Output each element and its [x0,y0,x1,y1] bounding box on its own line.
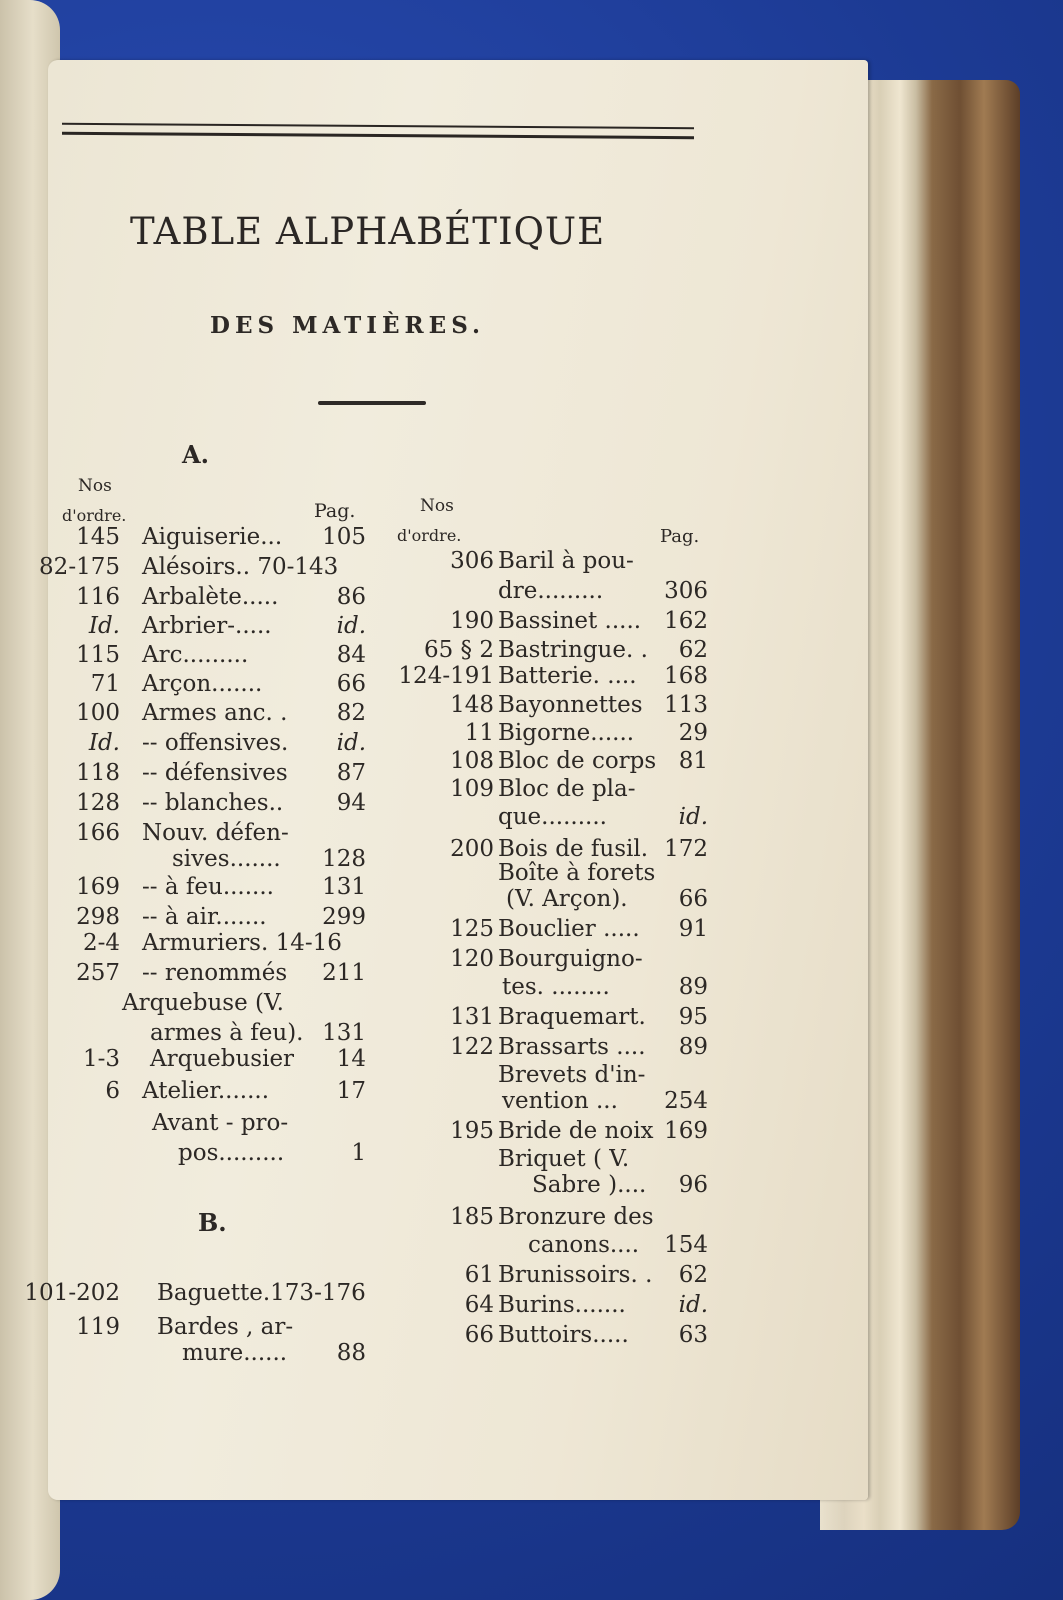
right-page-number: 113 [664,692,708,718]
left-page-number: 94 [336,790,366,816]
right-page-number: 154 [664,1232,708,1258]
left-entry-label: Avant - pro- [152,1110,289,1136]
left-entry-label: -- défensives [142,760,288,786]
right-page-number: id. [678,804,708,830]
left-page-number: 131 [322,874,366,900]
left-order-number: 100 [76,700,120,726]
left-entry-label: Aiguiserie... [142,524,283,550]
right-entry-label: Brassarts .... [498,1034,646,1060]
right-order-number: 122 [450,1034,494,1060]
right-entry-label: Bourguigno- [498,946,643,972]
left-page-number: 211 [322,960,366,986]
left-entry-label: -- renommés [142,960,288,986]
left-entry-label: Arquebuse (V. [122,990,284,1016]
right-order-number: 148 [450,692,494,718]
left-entry-label: Atelier....... [142,1078,270,1104]
right-order-number: 108 [450,748,494,774]
right-entry-label: Bassinet ..... [498,608,642,634]
left-order-number: 298 [76,904,120,930]
right-page-number: 172 [664,836,708,862]
left-page-number: 17 [336,1078,366,1104]
left-order-number: 6 [105,1078,120,1104]
left-page-number: 84 [336,642,366,668]
right-entry-label: que......... [498,804,607,830]
right-entry-label: Bayonnettes [498,692,643,718]
right-entry-label: Burins....... [498,1292,626,1318]
right-page-number: 306 [664,578,708,604]
left-entry-label: Alésoirs.. 70-143 [142,554,339,580]
right-entry-label: Bloc de pla- [498,776,636,802]
left-page-number: 14 [336,1046,366,1072]
right-order-number: 64 [464,1292,494,1318]
right-entry-label: Bastringue. . [498,637,648,663]
left-order-number: Id. [88,613,120,639]
right-entry-label: Buttoirs..... [498,1322,629,1348]
left-order-number: 1-3 [82,1046,120,1072]
page-title: TABLE ALPHABÉTIQUE [130,210,606,253]
left-page-number: 1 [351,1140,366,1166]
right-entry-label: canons.... [528,1232,640,1258]
right-entry-label: dre......... [498,578,604,604]
section-letter-b: B. [198,1208,227,1237]
right-page-number: 62 [678,1262,708,1288]
right-entry-label: Bigorne...... [498,720,635,746]
section-letter-a: A. [182,440,209,469]
left-page-number: id. [336,730,366,756]
right-order-number: 61 [464,1262,494,1288]
right-order-number: 65 § 2 [423,637,494,663]
left-entry-label: -- offensives. [142,730,289,756]
left-entry-label: Arbrier-..... [142,613,272,639]
left-order-number: 145 [76,524,120,550]
left-entry-label: Arçon....... [142,671,263,697]
left-page-number: 128 [322,846,366,872]
right-page-number: 254 [664,1088,708,1114]
left-order-number: 119 [76,1314,120,1340]
header-pag-right: Pag. [660,526,700,547]
left-order-number: 257 [76,960,120,986]
left-order-number: 115 [76,642,120,668]
left-order-number: Id. [88,730,120,756]
left-entry-label: Bardes , ar- [157,1314,294,1340]
left-order-number: 2-4 [82,930,120,956]
left-page-number: 66 [336,671,366,697]
left-entry-label: Armuriers. 14-16 [142,930,342,956]
right-order-number: 120 [450,946,494,972]
left-order-number: 169 [76,874,120,900]
left-page-number: 86 [336,584,366,610]
left-order-number: 128 [76,790,120,816]
right-entry-label: (V. Arçon). [506,886,628,912]
left-entry-label: -- à air....... [142,904,267,930]
right-order-number: 131 [450,1004,494,1030]
left-order-number: 71 [90,671,120,697]
right-page-number: 29 [678,720,708,746]
left-entry-label: armes à feu). [150,1020,304,1046]
left-order-number: 166 [76,820,120,846]
left-page-number: 131 [322,1020,366,1046]
left-order-number: 116 [76,584,120,610]
right-page-number: id. [678,1292,708,1318]
right-page-number: 96 [678,1172,708,1198]
left-page-number: 87 [336,760,366,786]
right-order-number: 185 [450,1204,494,1230]
right-order-number: 125 [450,916,494,942]
left-entry-label: Arbalète..... [142,584,279,610]
left-entry-label: Nouv. défen- [142,820,289,846]
right-entry-label: Bronzure des [498,1204,654,1230]
header-ordre-right: d'ordre. [397,526,462,545]
right-page-number: 95 [678,1004,708,1030]
right-page-number: 169 [664,1118,708,1144]
right-page-number: 62 [678,637,708,663]
left-order-number: 101-202 [24,1280,120,1306]
right-order-number: 11 [464,720,494,746]
right-entry-label: Brunissoirs. . [498,1262,653,1288]
right-page-number: 91 [678,916,708,942]
right-entry-label: Sabre ).... [532,1172,647,1198]
left-entry-label: mure...... [182,1340,288,1366]
decorative-rule [318,401,426,405]
left-page-number: 299 [322,904,366,930]
left-page-number: id. [336,613,366,639]
right-order-number: 124-191 [398,663,494,689]
right-entry-label: Brevets d'in- [498,1062,646,1088]
header-nos-left: Nos [78,476,112,496]
right-entry-label: Bride de noix [498,1118,654,1144]
left-entry-label: sives....... [172,846,281,872]
right-page-number: 162 [664,608,708,634]
right-order-number: 200 [450,836,494,862]
right-order-number: 190 [450,608,494,634]
right-entry-label: Braquemart. [498,1004,646,1030]
right-entry-label: Baril à pou- [498,548,634,574]
left-order-number: 82-175 [39,554,120,580]
left-entry-label: -- blanches.. [142,790,284,816]
left-page-number: 82 [336,700,366,726]
right-entry-label: Batterie. .... [498,663,637,689]
left-page-number: 88 [336,1340,366,1366]
right-entry-label: Boîte à forets [498,860,656,886]
right-page-number: 63 [678,1322,708,1348]
left-entry-label: Baguette.173-176 [157,1280,366,1306]
right-entry-label: Bloc de corps [498,748,657,774]
right-entry-label: Briquet ( V. [498,1146,630,1172]
left-page-number: 105 [322,524,366,550]
right-order-number: 195 [450,1118,494,1144]
page-subtitle: DES MATIÈRES. [210,312,485,339]
header-nos-right: Nos [420,496,454,516]
left-entry-label: -- à feu....... [142,874,274,900]
right-page-number: 66 [678,886,708,912]
right-page-number: 89 [678,974,708,1000]
right-page-number: 81 [678,748,708,774]
right-order-number: 66 [464,1322,494,1348]
right-order-number: 109 [450,776,494,802]
right-entry-label: tes. ........ [502,974,610,1000]
header-ordre-left: d'ordre. [62,506,127,525]
header-pag-left: Pag. [314,500,356,522]
right-order-number: 306 [450,548,494,574]
left-entry-label: Arquebusier [150,1046,295,1072]
right-page-number: 168 [664,663,708,689]
left-entry-label: Armes anc. . [142,700,288,726]
left-entry-label: Arc......... [142,642,249,668]
right-entry-label: Bouclier ..... [498,916,640,942]
left-entry-label: pos......... [178,1140,285,1166]
right-page-number: 89 [678,1034,708,1060]
right-entry-label: Bois de fusil. [498,836,649,862]
right-entry-label: vention ... [502,1088,618,1114]
left-order-number: 118 [76,760,120,786]
